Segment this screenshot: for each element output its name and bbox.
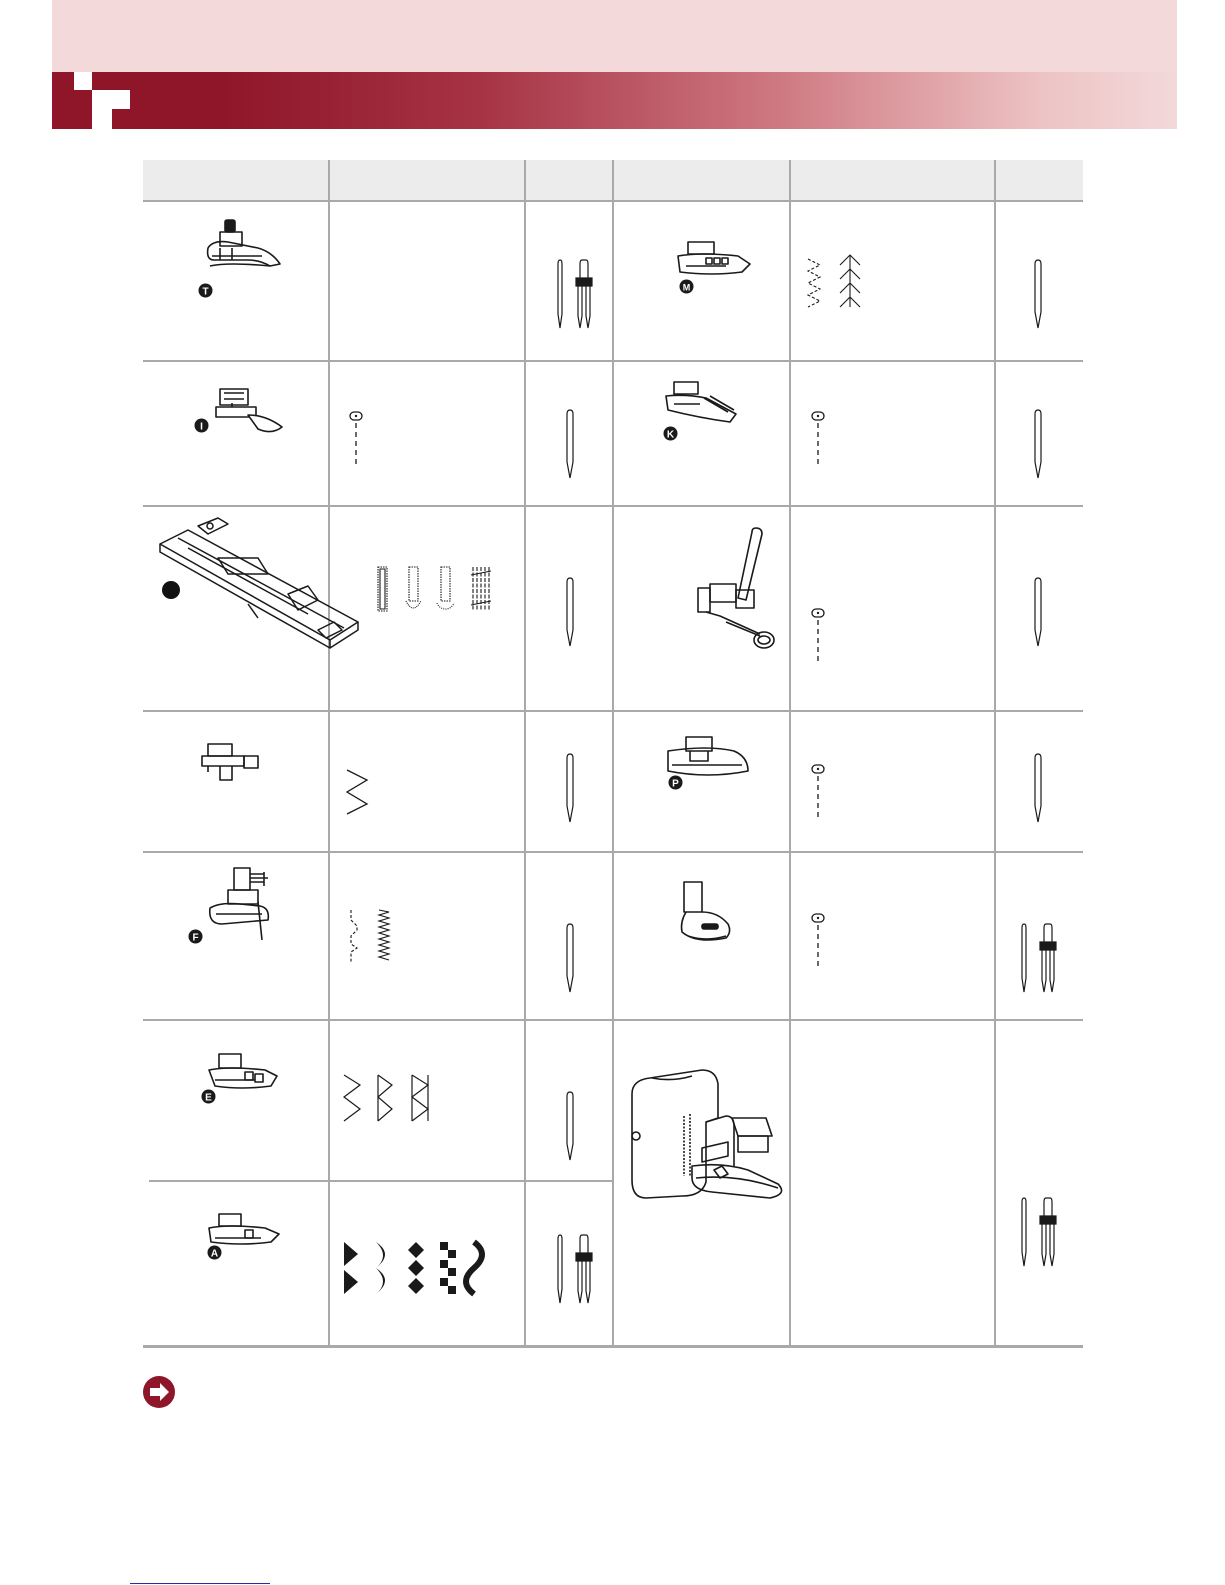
svg-text:M: M xyxy=(682,282,691,293)
presser-foot-m xyxy=(676,240,754,284)
presser-foot-i xyxy=(210,385,290,440)
straight-stitch-pattern xyxy=(808,608,828,664)
quilting-guide-foot xyxy=(696,526,776,658)
foot-letter-t-badge xyxy=(198,283,213,298)
needle-single xyxy=(1033,752,1043,824)
needle-single xyxy=(1033,576,1043,648)
needle-single xyxy=(565,576,575,648)
foot-letter-m-badge xyxy=(679,279,694,294)
header-banner xyxy=(52,0,1177,72)
foot-letter-i-badge xyxy=(194,418,209,433)
buttonhole-patterns xyxy=(376,565,501,615)
presser-foot-f xyxy=(204,866,284,946)
svg-text:T: T xyxy=(202,286,209,298)
svg-text:K: K xyxy=(666,429,675,441)
straight-stitch-pattern xyxy=(346,411,366,467)
needle-single-twin xyxy=(1020,922,1056,994)
needle-single xyxy=(565,408,575,480)
svg-text:I: I xyxy=(200,421,203,433)
needle-single xyxy=(565,752,575,824)
needle-single-twin xyxy=(556,1233,592,1305)
straight-stitch-pattern xyxy=(808,411,828,467)
foot-letter-a-badge xyxy=(207,1245,222,1260)
elastic-stitch-patterns xyxy=(806,253,866,309)
svg-text:A: A xyxy=(210,1248,219,1260)
foot-letter-p-badge xyxy=(668,775,683,790)
needle-single xyxy=(1033,408,1043,480)
foot-letter-e-badge xyxy=(201,1089,216,1104)
svg-text:F: F xyxy=(192,932,199,944)
needle-single xyxy=(565,922,575,994)
svg-text:E: E xyxy=(205,1092,212,1104)
needle-single xyxy=(565,1090,575,1162)
needle-single-twin xyxy=(556,258,592,330)
continue-arrow-icon[interactable] xyxy=(142,1375,176,1409)
straight-stitch-pattern xyxy=(808,913,828,969)
walking-foot xyxy=(622,1070,790,1220)
blind-hem-patterns xyxy=(345,908,403,964)
straight-stitch-pattern xyxy=(808,764,828,820)
foot-letter-k-badge xyxy=(663,426,678,441)
header-bar xyxy=(52,72,1177,129)
footer-rule xyxy=(130,1583,270,1584)
needle-single xyxy=(1033,258,1043,330)
decorative-patterns xyxy=(342,1240,492,1296)
presser-foot-satin xyxy=(200,742,262,784)
straight-stitch-foot xyxy=(676,880,734,946)
svg-text:P: P xyxy=(672,778,679,790)
needle-single-twin xyxy=(1020,1196,1056,1268)
presser-foot-k xyxy=(664,380,744,432)
buttonhole-foot-marker xyxy=(162,581,180,599)
presser-foot-e xyxy=(205,1052,285,1097)
buttonhole-foot xyxy=(158,518,368,656)
zigzag-pattern xyxy=(345,768,371,816)
foot-letter-f-badge xyxy=(188,929,203,944)
overcast-patterns xyxy=(342,1073,432,1127)
